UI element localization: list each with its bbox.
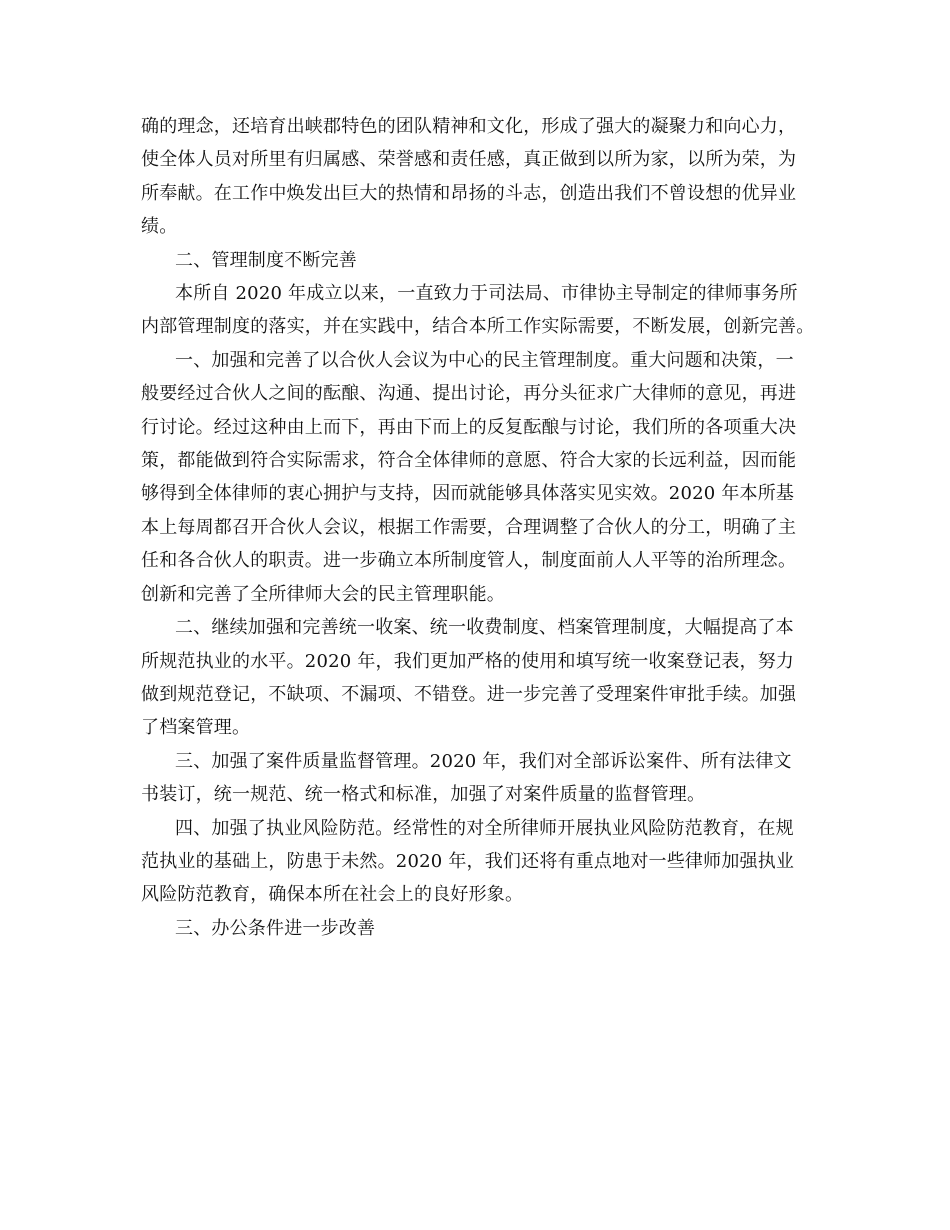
text-line: 范执业的基础上，防患于未然。2020 年，我们还将有重点地对一些律师加强执业: [141, 850, 795, 872]
text-line: 够得到全体律师的衷心拥护与支持，因而就能够具体落实见实效。2020 年本所基: [141, 483, 795, 505]
text-line: 内部管理制度的落实，并在实践中，结合本所工作实际需要，不断发展，创新完善。: [141, 316, 815, 338]
paragraph-item-2: [141, 611, 821, 745]
text-line: 使全体人员对所里有归属感、荣誉感和责任感，真正做到以所为家，以所为荣，为: [141, 149, 797, 171]
section-heading-management: [141, 244, 821, 277]
text-line: 策，都能做到符合实际需求，符合全体律师的意愿、符合大家的长远利益，因而能: [141, 450, 797, 472]
text-line: 三、办公条件进一步改善: [175, 917, 376, 939]
text-line: 四、加强了执业风险防范。经常性的对全所律师开展执业风险防范教育，在规: [175, 817, 794, 839]
text-line: 三、加强了案件质量监督管理。2020 年，我们对全部诉讼案件、所有法律文: [175, 750, 792, 772]
text-line: 一、加强和完善了以合伙人会议为中心的民主管理制度。重大问题和决策，一: [175, 349, 794, 371]
text-line: 风险防范教育，确保本所在社会上的良好形象。: [141, 884, 524, 906]
text-line: 二、管理制度不断完善: [175, 249, 357, 271]
section-heading-office: [141, 912, 821, 945]
text-line: 所规范执业的水平。2020 年，我们更加严格的使用和填写统一收案登记表，努力: [141, 650, 795, 672]
text-line: 本上每周都召开合伙人会议，根据工作需要，合理调整了合伙人的分工，明确了主: [141, 516, 797, 538]
text-line: 般要经过合伙人之间的酝酿、沟通、提出讨论，再分头征求广大律师的意见，再进: [141, 383, 797, 405]
text-line: 绩。: [141, 216, 178, 238]
paragraph-item-1: [141, 344, 821, 611]
text-line: 所奉献。在工作中焕发出巨大的热情和昂扬的斗志，创造出我们不曾设想的优异业: [141, 182, 797, 204]
text-line: 创新和完善了全所律师大会的民主管理职能。: [141, 583, 505, 605]
paragraph-item-4: [141, 812, 821, 912]
paragraph-management-intro: [141, 277, 821, 344]
text-line: 书装订，统一规范、统一格式和标准，加强了对案件质量的监督管理。: [141, 784, 706, 806]
text-line: 本所自 2020 年成立以来，一直致力于司法局、市律协主导制定的律师事务所: [175, 283, 798, 305]
paragraph-intro-continuation: [141, 110, 821, 244]
text-line: 行讨论。经过这种由上而下，再由下而上的反复酝酿与讨论，我们所的各项重大决: [141, 416, 797, 438]
text-line: 二、继续加强和完善统一收案、统一收费制度、档案管理制度，大幅提高了本: [175, 617, 794, 639]
document-page: [141, 110, 821, 945]
text-line: 确的理念，还培育出峡郡特色的团队精神和文化，形成了强大的凝聚力和向心力，: [141, 116, 797, 137]
text-line: 做到规范登记，不缺项、不漏项、不错登。进一步完善了受理案件审批手续。加强: [141, 683, 797, 705]
text-line: 了档案管理。: [141, 717, 251, 739]
text-line: 任和各合伙人的职责。进一步确立本所制度管人，制度面前人人平等的治所理念。: [141, 550, 797, 572]
paragraph-item-3: [141, 745, 821, 812]
